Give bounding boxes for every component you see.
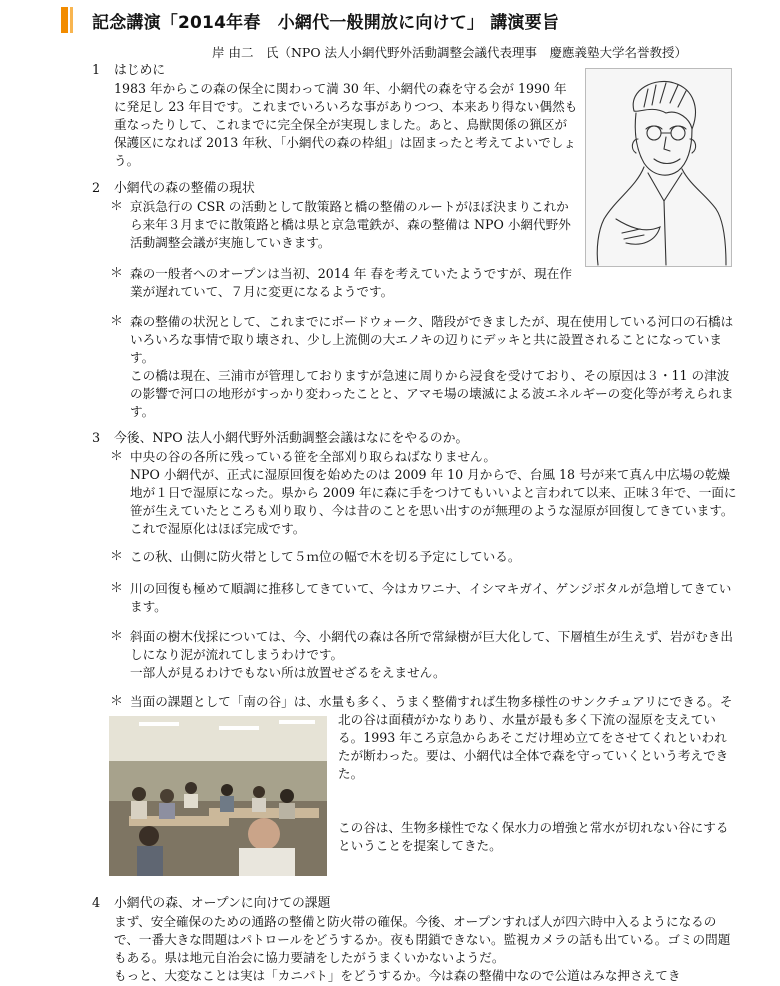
section-3-item-1a: 中央の谷の各所に残っている笹を全部刈り取らねばなりません。 <box>130 449 496 464</box>
section-2-item-2: 森の一般者へのオープンは当初、2014 年 春を考えていたようですが、現在作業が遅れていて、７月に変更になるようです。 <box>130 266 572 299</box>
section-3-item-3: 川の回復も極めて順調に推移してきていて、今はカワニナ、イシマキガイ、ゲンジボタルが急増してきています。 <box>130 581 732 614</box>
section-3-item-5-first-line <box>130 693 737 713</box>
title-accent-bar-light <box>70 7 73 33</box>
section-3-item-5b: 北の谷は面積がかなりあり、水量が最も多く下流の湿原を支えている。1993 年ころ京急からあそこだけ埋め立てをさせてくれといわれたが断わった。要は、小網代は全体で森を守っていくという考えできた。 <box>338 712 729 781</box>
section-2-item-3b: この橋は現在、三浦市が管理しておりますが急速に周りから浸食を受けており、その原因は３・11 の津波の影響で河口の地形がすっかり変わったことと、アマモ場の壊滅による波エネルギーの変化等が考えられます。 <box>130 368 734 419</box>
lecture-meeting-photo <box>109 716 327 876</box>
bullet-asterisk: ＊ <box>110 199 124 214</box>
section-3-item-2: この秋、山側に防火帯として５ｍ位の幅で木を切る予定にしている。 <box>130 549 521 564</box>
bullet-asterisk: ＊ <box>110 449 124 464</box>
bullet-asterisk: ＊ <box>110 581 124 596</box>
bullet-asterisk: ＊ <box>110 629 124 644</box>
section-2-heading <box>92 180 255 198</box>
section-4-text-2: もっと、大変なことは実は「カニパト」をどうするか。今は森の整備中なので公道はみな押さえてき <box>114 968 681 983</box>
section-number: 1 <box>92 63 101 78</box>
section-number: 2 <box>92 181 101 196</box>
speaker-portrait-sketch <box>585 68 732 267</box>
section-2-item-1: 京浜急行の CSR の活動として散策路と橋の整備のルートがほぼ決まりこれから来年３月までに散策路と橋は県と京急電鉄が、森の整備は NPO 小網代野外活動調整会議が実施していきます。 <box>130 199 571 250</box>
section-3-item-4a: 斜面の樹木伐採については、今、小網代の森は各所で常緑樹が巨大化して、下層植生が生えず、岩がむき出しになり泥が流れてしまうわけです。 <box>130 629 733 662</box>
bullet-asterisk: ＊ <box>110 266 124 281</box>
section-3-item-5c: この谷は、生物多様性でなく保水力の増強と常水が切れない谷にするということを提案してきた。 <box>338 820 729 853</box>
section-3-item-1b: NPO 小網代が、正式に湿原回復を始めたのは 2009 年 10 月からで、台風 18 号が来て真ん中広場の乾燥地が１日で湿原になった。県から 2009 年に森に手をつけてもいいよと言われて以来、正味３年で、一面に笹が生えていたところも刈り取り、今は昔のことを思い出すのが無理のような湿原が回復してきています。これで湿原化はほぼ完成です。 <box>130 467 737 536</box>
section-1-text: 1983 年からこの森の保全に関わって満 30 年、小網代の森を守る会が 1990 年に発足し 23 年目です。これまでいろいろな事がありつつ、本来あり得ない偶然も重なったりして、これまでに完全保全が実現しました。あと、鳥獣関係の猟区が保護区になれば 2013 年秋、「小網代の森の枠組」は固まったと考えてよいでしょう。 <box>114 81 578 168</box>
title-accent-bar <box>61 7 68 33</box>
section-title: 小網代の森の整備の現状 <box>114 181 255 196</box>
section-4-heading <box>92 895 330 913</box>
bullet-asterisk: ＊ <box>110 549 124 564</box>
bullet-asterisk: ＊ <box>110 694 124 709</box>
section-1-heading <box>92 62 165 80</box>
section-title: はじめに <box>114 63 166 78</box>
speaker-line: 岸 由二 氏（NPO 法人小網代野外活動調整会議代表理事 慶應義塾大学名誉教授） <box>212 45 688 60</box>
section-3-heading <box>92 430 468 448</box>
section-4-text-1: まず、安全確保のための通路の整備と防火帯の確保。今後、オープンすれば人が四六時中入るようになるので、一番大きな問題はパトロールをどうするか。夜も閉鎖できない。監視カメラの話も出ている。ゴミの問題もある。県は地元自治会に協力要請をしたがうまくいかないようだ。 <box>114 914 731 965</box>
section-number: 4 <box>92 896 101 911</box>
page-title: 記念講演「2014年春 小網代一般開放に向けて」 講演要旨 <box>92 13 560 33</box>
section-title: 小網代の森、オープンに向けての課題 <box>114 896 331 911</box>
section-2-item-3a: 森の整備の状況として、これまでにボードウォーク、階段ができましたが、現在使用している河口の石橋はいろいろな事情で取り壊され、少し上流側の大エノキの辺りにデッキと共に設置されることになっています。 <box>130 314 734 365</box>
section-3-item-4b: 一部人が見るわけでもない所は放置せざるをえません。 <box>130 665 446 680</box>
bullet-asterisk: ＊ <box>110 314 124 329</box>
section-number: 3 <box>92 431 101 446</box>
section-3-item-5a: 当面の課題として「南の谷」は、水量も多く、うまく整備すれば生物多様性のサンクチュアリにできる。そ <box>130 694 733 709</box>
section-title: 今後、NPO 法人小網代野外活動調整会議はなにをやるのか。 <box>114 431 469 446</box>
